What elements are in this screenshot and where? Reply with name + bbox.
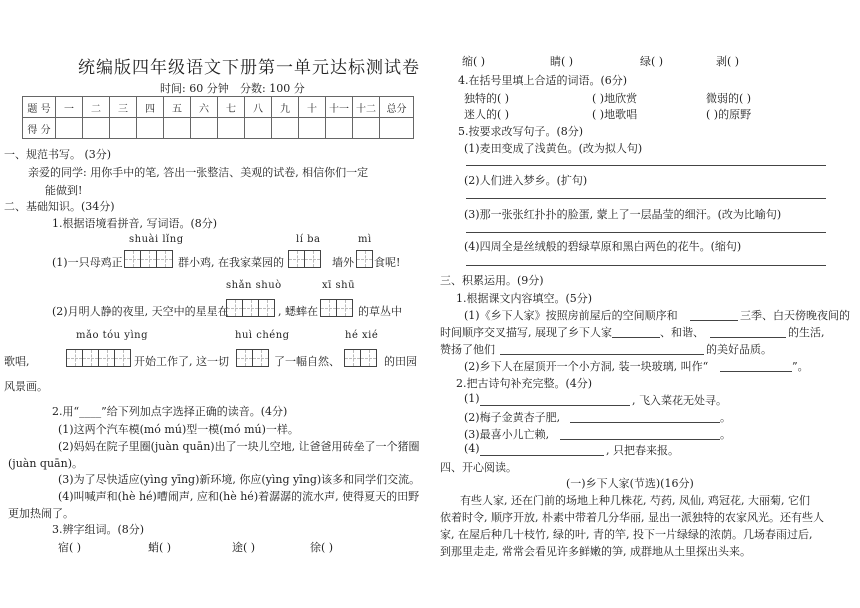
q2-line: (4)叫喊声和(hè hé)嘈闹声, 应和(hè hé)着潺潺的流水声, 使得夏天的田野 <box>58 490 420 503</box>
q3-item: 途( ) <box>232 541 256 554</box>
q2-line: (2)妈妈在院子里圈(juàn quān)出了一块儿空地, 让爸爸用砖垒了一个猪圈 <box>58 440 420 453</box>
q3-item: 宿( ) <box>58 541 82 554</box>
pinyin: huì chéng <box>235 330 290 341</box>
s3-q1-text: 时间顺序交叉描写, 展现了乡下人家 <box>440 326 612 339</box>
score-table-score-row <box>23 118 414 139</box>
score-cell: 三 <box>110 97 137 118</box>
score-input-cell[interactable] <box>245 118 272 139</box>
score-cell: 二 <box>83 97 110 118</box>
blank[interactable] <box>720 371 792 372</box>
q1-line1: (1)一只母鸡正 <box>52 256 123 269</box>
q3-item: 蛸( ) <box>148 541 172 554</box>
q2-line: (1)这两个汽车模(mó mú)型一模(mó mú)一样。 <box>58 423 299 436</box>
blank[interactable] <box>500 354 704 355</box>
score-input-cell[interactable] <box>164 118 191 139</box>
passage-line: 到那里走走, 常常会看见许多鲜嫩的笋, 成群地从土里探出头来。 <box>440 545 751 558</box>
q4-item: 微弱的( ) <box>706 92 752 105</box>
q3-item: 睛( ) <box>550 55 574 68</box>
writing-grid[interactable] <box>288 250 321 268</box>
q1-line3d: 的田园 <box>384 355 417 368</box>
writing-grid[interactable] <box>124 250 173 268</box>
section-1-heading: 一、规范书写。 (3分) <box>4 148 112 161</box>
section-1-text-2: 能做到! <box>45 184 83 197</box>
score-input-cell[interactable] <box>218 118 245 139</box>
blank[interactable] <box>480 455 604 456</box>
blank[interactable] <box>570 422 720 423</box>
score-cell: 总分 <box>380 97 414 118</box>
q3-item: 缩( ) <box>462 55 486 68</box>
blank[interactable] <box>560 439 720 440</box>
section-1-text: 亲爱的同学: 用你手中的笔, 答出一张整洁、美观的试卷, 相信你们一定 <box>28 166 369 179</box>
score-info: 分数: 100 分 <box>240 82 305 95</box>
writing-grid[interactable] <box>226 299 275 317</box>
writing-grid[interactable] <box>344 349 377 367</box>
blank[interactable] <box>710 337 786 338</box>
s3-q1-text: 三季、白天傍晚夜间的 <box>740 309 850 322</box>
pinyin: hé xié <box>345 330 379 341</box>
pinyin: lí ba <box>296 234 321 245</box>
score-input-cell[interactable] <box>56 118 83 139</box>
q3-title: 3.辨字组词。(8分) <box>52 523 145 536</box>
q1-line3: 歌唱, <box>4 355 30 368</box>
q1-line2: (2)月明人静的夜里, 天空中的星星在 <box>52 305 229 318</box>
q5-item: (4)四周全是丝绒般的碧绿草原和黑白两色的花牛。(缩句) <box>464 240 742 253</box>
writing-grid[interactable] <box>320 299 353 317</box>
q4-item: 独特的( ) <box>464 92 510 105</box>
score-cell: 五 <box>164 97 191 118</box>
q1-line2c: 的草丛中 <box>358 305 402 318</box>
q5-item: (3)那一张张红扑扑的脸蛋, 蒙上了一层晶莹的细汗。(改为比喻句) <box>464 208 782 221</box>
s3-q1-text: (1)《乡下人家》按照房前屋后的空间顺序和 <box>464 309 678 322</box>
s3-q1-text: ”。 <box>792 360 809 373</box>
poem-line: , 飞入菜花无处寻。 <box>632 394 727 407</box>
q1-line3c: 了一幅自然、 <box>274 355 340 368</box>
passage-line: 有些人家, 还在门前的场地上种几株花, 芍药, 凤仙, 鸡冠花, 大丽菊, 它们 <box>460 494 810 507</box>
q1-title: 1.根据语境看拼音, 写词语。(8分) <box>52 217 218 230</box>
passage-title: (一)乡下人家(节选)(16分) <box>566 477 694 490</box>
q5-item: (2)人们进入梦乡。(扩句) <box>464 174 588 187</box>
section-2-heading: 二、基础知识。(34分) <box>4 200 115 213</box>
score-cell: 六 <box>191 97 218 118</box>
q4-title: 4.在括号里填上合适的词语。(6分) <box>458 74 628 87</box>
answer-line[interactable] <box>466 265 826 266</box>
q4-item: ( )地欣赏 <box>592 92 638 105</box>
s3-q1-text: 的生活, <box>788 326 825 339</box>
poem-line: (4) <box>464 442 480 455</box>
blank[interactable] <box>690 320 738 321</box>
poem-line: (1) <box>464 392 480 405</box>
passage-line: 依着时令, 顺序开放, 朴素中带着几分华丽, 显出一派独特的农家风光。还有些人 <box>440 511 824 524</box>
score-row-label: 得 分 <box>23 118 56 139</box>
q3-item: 绿( ) <box>640 55 664 68</box>
section-4-heading: 四、开心阅读。 <box>440 461 517 474</box>
score-cell: 十一 <box>326 97 353 118</box>
q1-line4: 风景画。 <box>4 380 48 393</box>
score-input-cell[interactable] <box>83 118 110 139</box>
poem-line: (2)梅子金黄杏子肥, <box>464 411 561 424</box>
q4-item: 迷人的( ) <box>464 108 510 121</box>
q3-item: 徐( ) <box>310 541 334 554</box>
score-cell: 十二 <box>353 97 380 118</box>
s3-q1-text: (2)乡下人在屋顶开一个小方洞, 装一块玻璃, 叫作“ <box>464 360 709 373</box>
time-info: 时间: 60 分钟 <box>160 82 229 95</box>
pinyin: shuài lǐng <box>129 234 184 245</box>
q1-line1c: 墙外 <box>332 256 354 269</box>
q1-line3b: 开始工作了, 这一切 <box>134 355 229 368</box>
q1-line1b: 群小鸡, 在我家菜园的 <box>178 256 284 269</box>
score-table-header-row <box>23 97 414 118</box>
s3-q1-text: 赞扬了他们 <box>440 343 495 356</box>
page-title: 统编版四年级语文下册第一单元达标测试卷 <box>78 58 420 78</box>
section-3-heading: 三、积累运用。(9分) <box>440 274 544 287</box>
q4-item: ( )地歌唱 <box>592 108 638 121</box>
blank[interactable] <box>480 405 630 406</box>
q5-item: (1)麦田变成了浅黄色。(改为拟人句) <box>464 142 643 155</box>
q5-title: 5.按要求改写句子。(8分) <box>458 125 584 138</box>
poem-line: (3)最喜小儿亡赖, <box>464 428 550 441</box>
q2-title: 2.用“____”给下列加点字选择正确的读音。(4分) <box>52 405 288 418</box>
s3-q2-title: 2.把古诗句补充完整。(4分) <box>456 377 593 390</box>
answer-line[interactable] <box>466 165 826 166</box>
score-cell: 一 <box>56 97 83 118</box>
score-cell: 七 <box>218 97 245 118</box>
score-cell: 题 号 <box>23 97 56 118</box>
poem-line: , 只把春来报。 <box>606 444 679 457</box>
pinyin: mì <box>358 234 372 245</box>
score-cell: 四 <box>137 97 164 118</box>
s3-q1-text: 的美好品质。 <box>706 343 772 356</box>
poem-line: 。 <box>720 411 731 424</box>
q1-line2b: , 蟋蟀在 <box>278 305 318 318</box>
q3-item: 剥( ) <box>716 55 740 68</box>
q2-line: 更加热闹了。 <box>8 507 74 520</box>
q4-item: ( )的原野 <box>706 108 752 121</box>
score-input-cell[interactable] <box>272 118 299 139</box>
score-cell: 九 <box>272 97 299 118</box>
score-input-cell[interactable] <box>326 118 353 139</box>
poem-line: 。 <box>720 428 731 441</box>
s3-q1-text: 、和谐、 <box>660 326 704 339</box>
score-input-cell[interactable] <box>299 118 326 139</box>
pinyin: shǎn shuò <box>226 280 282 291</box>
pinyin: mǎo tóu yìng <box>76 330 148 341</box>
score-input-cell[interactable] <box>380 118 414 139</box>
pinyin: xī shū <box>322 280 356 291</box>
q1-line1d: 食呢! <box>374 256 401 269</box>
score-input-cell[interactable] <box>137 118 164 139</box>
score-input-cell[interactable] <box>353 118 380 139</box>
score-input-cell[interactable] <box>110 118 137 139</box>
writing-grid[interactable] <box>236 349 269 367</box>
score-cell: 八 <box>245 97 272 118</box>
answer-line[interactable] <box>466 232 826 233</box>
writing-grid[interactable] <box>356 250 373 268</box>
blank[interactable] <box>612 337 660 338</box>
score-cell: 十 <box>299 97 326 118</box>
passage-line: 家, 在屋后种几十枝竹, 绿的叶, 青的竿, 投下一片绿绿的浓荫。几场春雨过后, <box>440 528 813 541</box>
answer-line[interactable] <box>466 198 826 199</box>
s3-q1-title: 1.根据课文内容填空。(5分) <box>456 292 593 305</box>
q2-line: (juàn quān)。 <box>8 457 83 470</box>
writing-grid[interactable] <box>66 349 131 367</box>
score-input-cell[interactable] <box>191 118 218 139</box>
q2-line: (3)为了尽快适应(yìng yīng)新环境, 你应(yìng yīng)该多和同学们交流。 <box>58 473 421 486</box>
score-table <box>22 96 414 139</box>
